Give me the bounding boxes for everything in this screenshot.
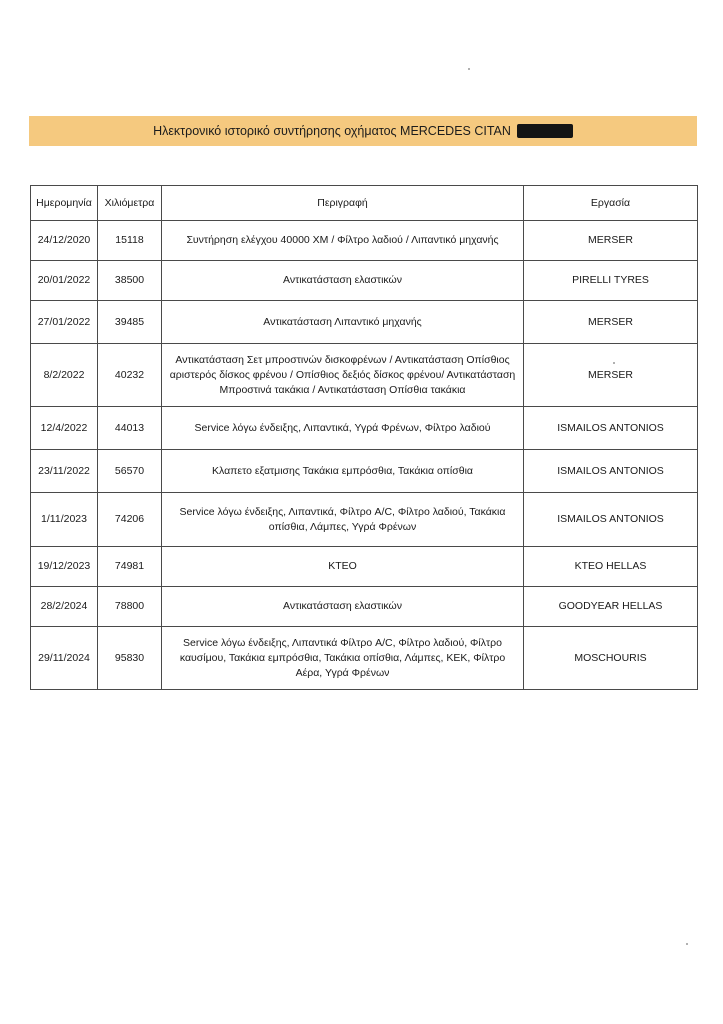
cell-km: 38500 [98, 261, 162, 301]
cell-date: 29/11/2024 [31, 627, 98, 690]
cell-work: MERSER [524, 344, 698, 407]
cell-date: 12/4/2022 [31, 407, 98, 450]
cell-description: Service λόγω ένδειξης, Λιπαντικά Φίλτρο A/C, Φίλτρο λαδιού, Φίλτρο καυσίμου, Τακάκια εμπρόσθια, Τακάκια οπίσθια, Λάμπες, ΚΕΚ, Φίλτρο Αέρα, Υγρά Φρένων [162, 627, 524, 690]
cell-km: 78800 [98, 587, 162, 627]
scan-speck [686, 943, 688, 945]
cell-date: 28/2/2024 [31, 587, 98, 627]
table-row [31, 301, 698, 344]
scan-speck [468, 68, 470, 70]
cell-km: 74206 [98, 493, 162, 547]
header-date: Ημερομηνία [31, 186, 98, 221]
cell-work: MERSER [524, 221, 698, 261]
header-description: Περιγραφή [162, 186, 524, 221]
document-title-band [29, 116, 697, 146]
table-header-row [31, 186, 698, 221]
scan-speck [613, 362, 615, 364]
table-row [31, 344, 698, 407]
table-row [31, 547, 698, 587]
cell-km: 40232 [98, 344, 162, 407]
table-row [31, 493, 698, 547]
document-title: Ηλεκτρονικό ιστορικό συντήρησης οχήματος MERCEDES CITAN [153, 124, 511, 138]
cell-description: Αντικατάσταση Λιπαντικό μηχανής [162, 301, 524, 344]
cell-work: ISMAILOS ANTONIOS [524, 450, 698, 493]
table-row [31, 221, 698, 261]
cell-description: Συντήρηση ελέγχου 40000 ΧΜ / Φίλτρο λαδιού / Λιπαντικό μηχανής [162, 221, 524, 261]
cell-description: Κλαπετο εξατμισης Τακάκια εμπρόσθια, Τακάκια οπίσθια [162, 450, 524, 493]
cell-km: 74981 [98, 547, 162, 587]
cell-description: Service λόγω ένδειξης, Λιπαντικά, Υγρά Φρένων, Φίλτρο λαδιού [162, 407, 524, 450]
cell-work: PIRELLI TYRES [524, 261, 698, 301]
cell-date: 20/01/2022 [31, 261, 98, 301]
cell-description: Αντικατάσταση ελαστικών [162, 587, 524, 627]
cell-km: 44013 [98, 407, 162, 450]
cell-date: 1/11/2023 [31, 493, 98, 547]
table-row [31, 407, 698, 450]
cell-work: MOSCHOURIS [524, 627, 698, 690]
cell-date: 8/2/2022 [31, 344, 98, 407]
cell-description: Αντικατάσταση ελαστικών [162, 261, 524, 301]
cell-km: 95830 [98, 627, 162, 690]
header-work: Εργασία [524, 186, 698, 221]
cell-work: ISMAILOS ANTONIOS [524, 407, 698, 450]
cell-work: ISMAILOS ANTONIOS [524, 493, 698, 547]
cell-description: Αντικατάσταση Σετ μπροστινών δισκοφρένων / Αντικατάσταση Οπίσθιος αριστερός δίσκος φρένου / Οπίσθιος δεξιός δίσκος φρένου/ Αντικατάσταση Μπροστινά τακάκια / Αντικατάσταση Οπίσθια τακάκια [162, 344, 524, 407]
table-row [31, 587, 698, 627]
cell-km: 15118 [98, 221, 162, 261]
table-row [31, 261, 698, 301]
cell-work: GOODYEAR HELLAS [524, 587, 698, 627]
cell-description: Service λόγω ένδειξης, Λιπαντικά, Φίλτρο A/C, Φίλτρο λαδιού, Τακάκια οπίσθια, Λάμπες, Υγρά Φρένων [162, 493, 524, 547]
cell-date: 24/12/2020 [31, 221, 98, 261]
cell-km: 39485 [98, 301, 162, 344]
cell-date: 19/12/2023 [31, 547, 98, 587]
cell-km: 56570 [98, 450, 162, 493]
table-row [31, 450, 698, 493]
redacted-plate-block [517, 124, 573, 138]
maintenance-history-table [30, 185, 698, 690]
cell-date: 23/11/2022 [31, 450, 98, 493]
cell-work: MERSER [524, 301, 698, 344]
header-km: Χιλιόμετρα [98, 186, 162, 221]
cell-date: 27/01/2022 [31, 301, 98, 344]
table-row [31, 627, 698, 690]
cell-work: KTEO HELLAS [524, 547, 698, 587]
cell-description: ΚΤΕΟ [162, 547, 524, 587]
